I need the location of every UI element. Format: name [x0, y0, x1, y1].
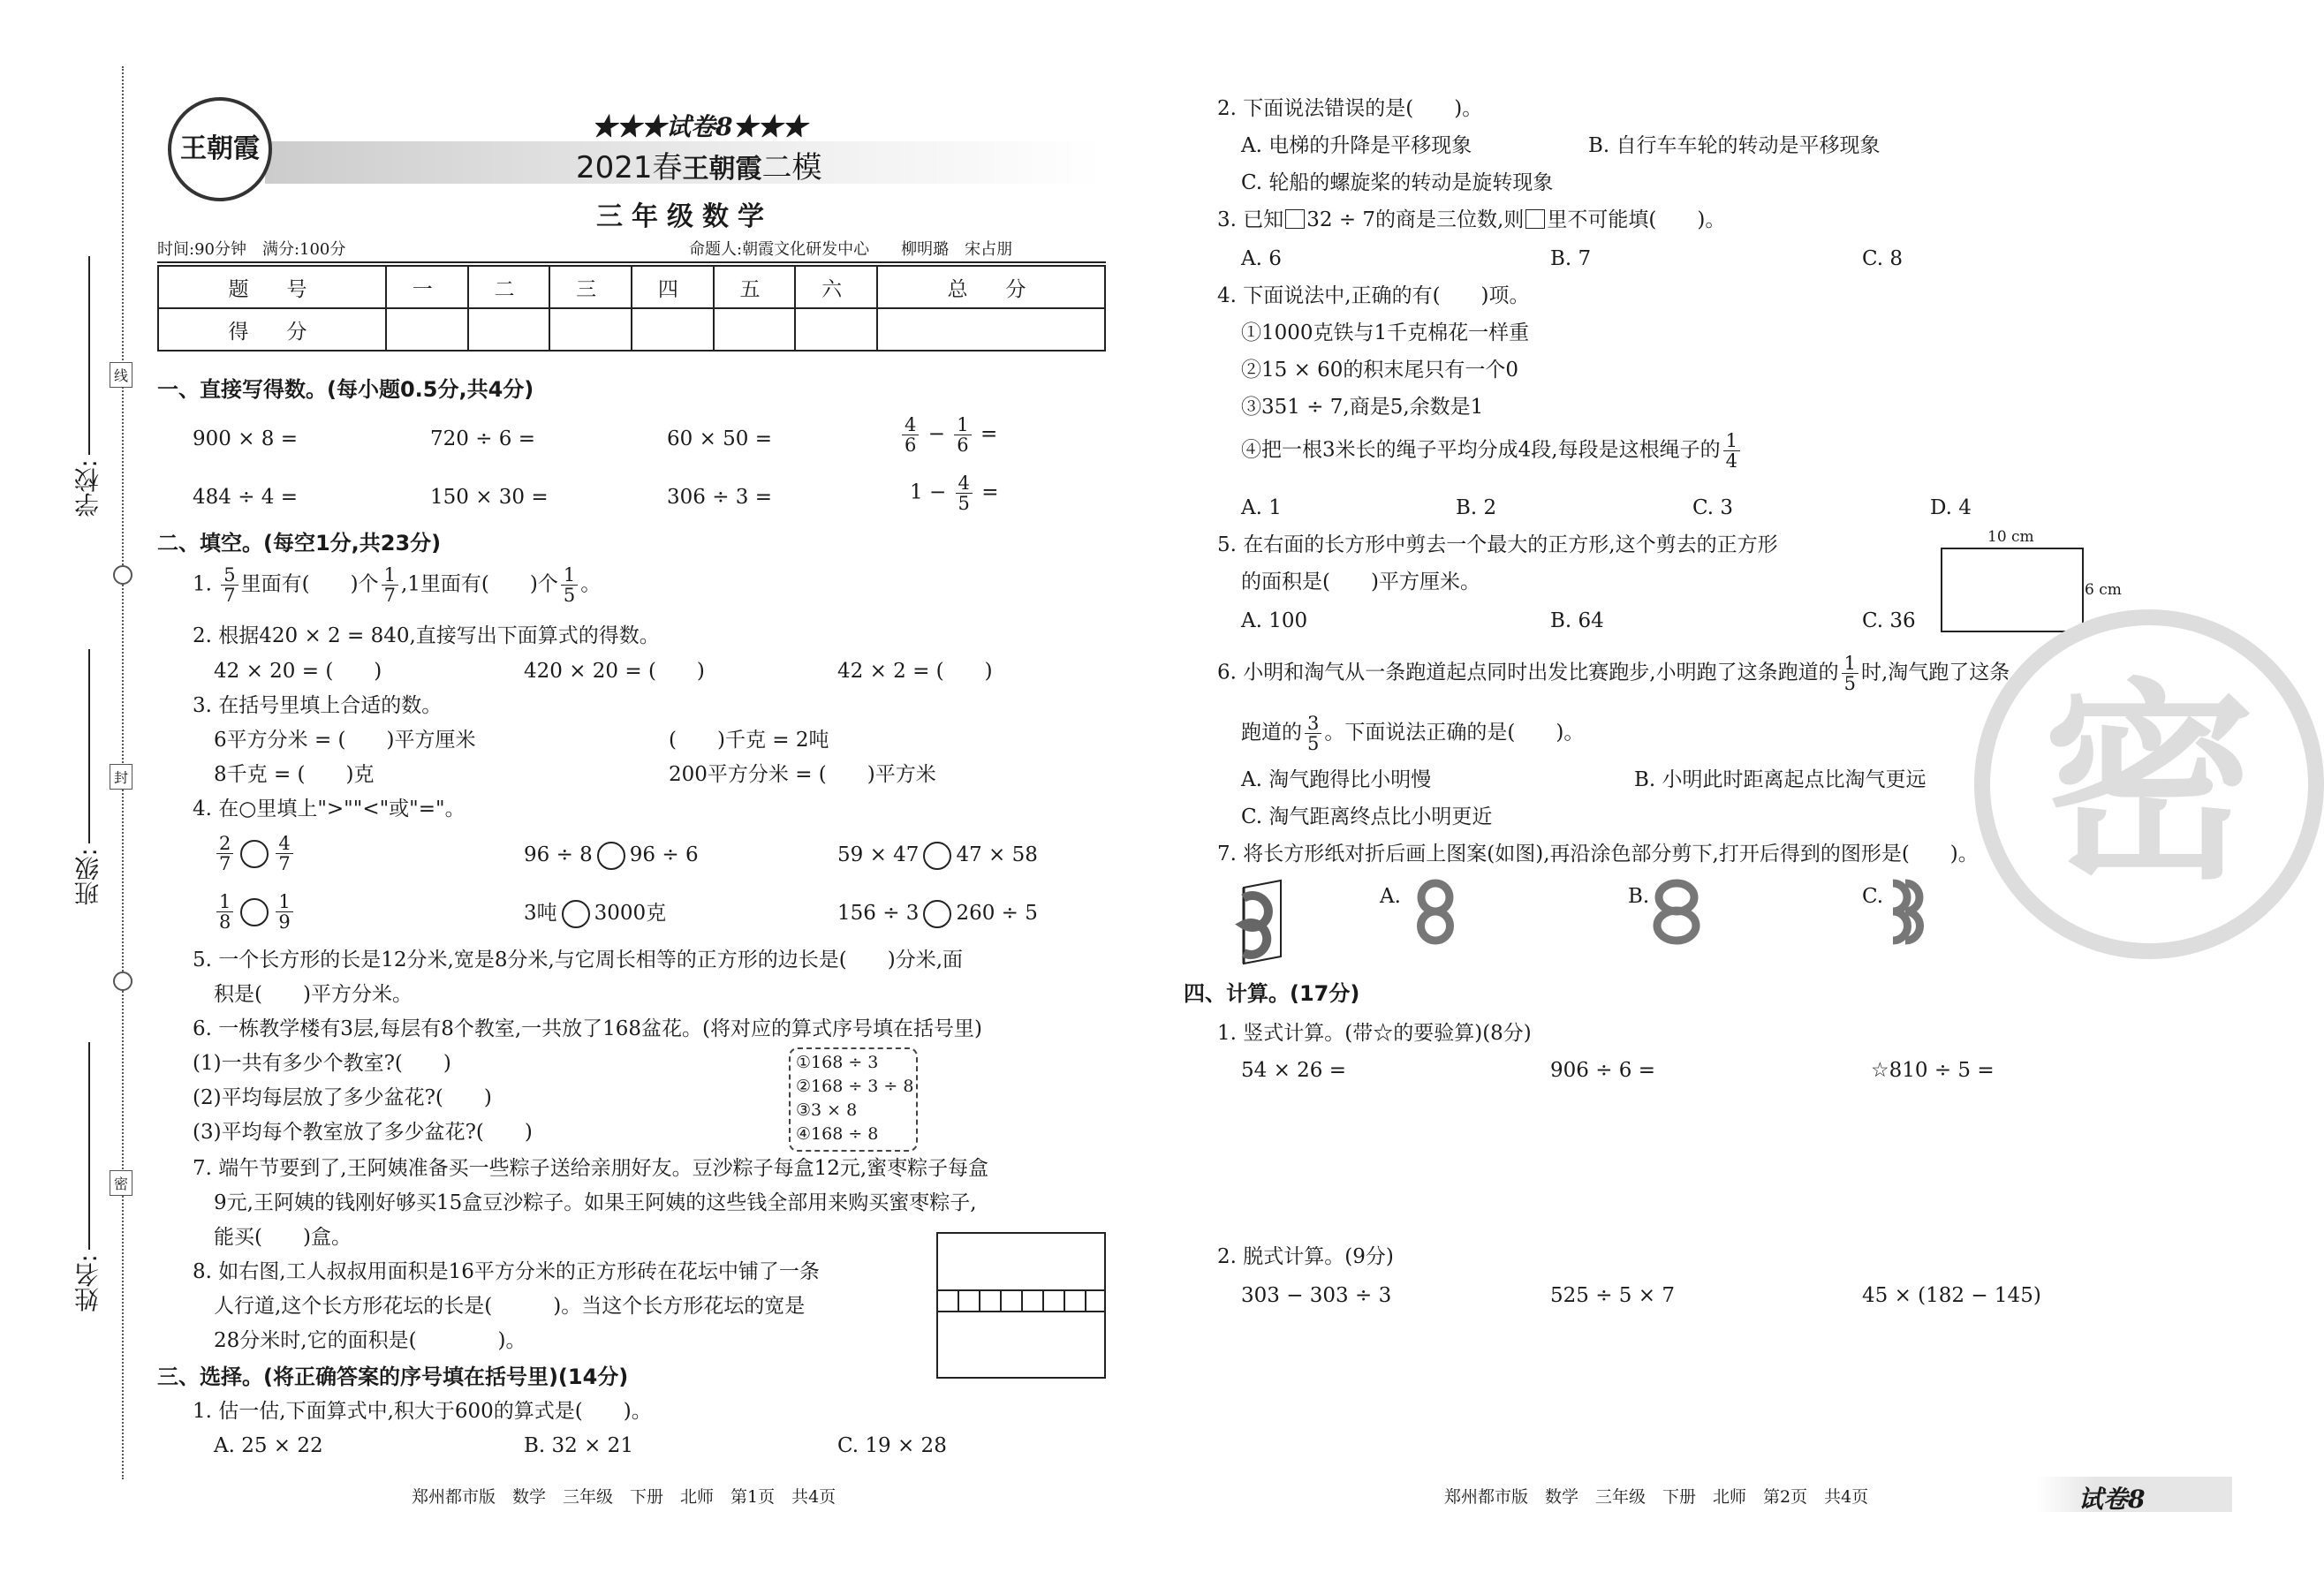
s2-q1: 1. $\frac{5}{7}$ 里面有( )个 $\frac{1}{7}$ ,1里面有( )个 $\frac{1}{5}$ 。: [193, 564, 602, 606]
s2-q2-item: 42 × 2 = ( ): [837, 660, 993, 683]
s3-q6-cont: 跑道的 $\frac{3}{5}$ 。下面说法正确的是( )。: [1241, 713, 1585, 754]
binding-hole-1: [113, 565, 132, 585]
s2-q6-item: (2)平均每层放了多少盆花?( ): [193, 1086, 492, 1109]
s4-q2: 2. 脱式计算。(9分): [1217, 1245, 1394, 1268]
watermark-char: 密: [2042, 661, 2255, 908]
s3-q6-option[interactable]: A. 淘气跑得比小明慢: [1241, 768, 1432, 791]
author-info: [689, 240, 1012, 260]
logo-text: 王朝霞: [180, 133, 260, 164]
flowerbed-figure: [936, 1232, 1106, 1379]
s1-item: 60 × 50 =: [667, 427, 773, 450]
s2-q4-compare: 59 × 47 47 × 58: [837, 842, 1038, 870]
s3-q3: 3. 已知 32 ÷ 7的商是三位数,则 里不可能填( )。: [1217, 208, 1726, 231]
s2-q4-compare: $\frac{1}{8}$ $\frac{1}{9}$: [214, 892, 296, 932]
s3-q2-option[interactable]: A. 电梯的升降是平移现象: [1241, 134, 1472, 157]
watermark-seal: [1974, 609, 2324, 959]
footer-left: 郑州都市版 数学 三年级 下册 北师 第1页 共4页: [412, 1487, 836, 1507]
s3-q5: 5. 在右面的长方形中剪去一个最大的正方形,这个剪去的正方形: [1217, 533, 1778, 556]
compare-circle[interactable]: [923, 900, 951, 928]
s3-q4: 4. 下面说法中,正确的有( )项。: [1217, 284, 1530, 307]
class-label: 班级:: [73, 848, 102, 906]
header-rule: [157, 261, 1106, 263]
s3-q4-option[interactable]: D. 4: [1930, 496, 1972, 519]
compare-circle[interactable]: [562, 900, 590, 928]
binding-mark-feng: 封: [110, 764, 132, 790]
s2-q3-item: 8千克 = ( )克: [214, 763, 375, 786]
section-2-heading: 二、填空。(每空1分,共23分): [157, 531, 442, 556]
fraction: $\frac{4}{5}$: [956, 473, 973, 513]
s3-q4-statement: ④把一根3米长的绳子平均分成4段,每段是这根绳子的 $\frac{1}{4}$: [1241, 431, 1743, 471]
s3-q3-option[interactable]: C. 8: [1862, 247, 1904, 270]
s4-q1-item: ☆810 ÷ 5 =: [1871, 1059, 1995, 1082]
s3-q4-statement: ③351 ÷ 7,商是5,余数是1: [1241, 396, 1484, 419]
section-4-heading: 四、计算。(17分): [1184, 981, 1360, 1006]
score-cell: 一: [386, 266, 468, 308]
rectangle-width-label: 10 cm: [1987, 528, 2034, 546]
school-label: 学校:: [73, 459, 102, 518]
s1-frac-item: $\frac{4}{6}$ − $\frac{1}{6}$ =: [899, 415, 997, 455]
s2-q6-options-box: [789, 1047, 918, 1152]
section-1-heading: 一、直接写得数。(每小题0.5分,共4分): [157, 377, 534, 402]
time-info: [157, 240, 345, 260]
s2-q7: 7. 端午节要到了,王阿姨准备买一些粽子送给亲朋好友。豆沙粽子每盒12元,蜜枣粽子每盒: [193, 1157, 989, 1180]
school-line: [88, 256, 90, 455]
option-b-shape[interactable]: [1650, 879, 1703, 945]
s2-q4-compare: 3吨 3000克: [524, 900, 666, 928]
score-input-cell[interactable]: [877, 308, 1105, 351]
s2-q5-cont: 积是( )平方分米。: [214, 983, 413, 1006]
s4-q1: 1. 竖式计算。(带☆的要验算)(8分): [1217, 1022, 1532, 1045]
s3-q7-option-label[interactable]: B.: [1628, 885, 1650, 908]
score-cell: 得 分: [158, 308, 386, 351]
compare-circle[interactable]: [597, 842, 625, 870]
s3-q5-option[interactable]: B. 64: [1550, 609, 1604, 632]
folded-paper-figure: [1237, 879, 1293, 967]
s2-q5: 5. 一个长方形的长是12分米,宽是8分米,与它周长相等的正方形的边长是( )分米,面: [193, 949, 964, 971]
class-line: [88, 649, 90, 843]
exam-title: [576, 143, 822, 186]
compare-circle[interactable]: [240, 898, 269, 926]
s3-q1-option[interactable]: B. 32 × 21: [524, 1434, 633, 1457]
s2-q3-item: ( )千克 = 2吨: [669, 729, 829, 752]
name-label: 姓名:: [73, 1254, 102, 1312]
option-formula: ①168 ÷ 3: [796, 1053, 879, 1072]
s1-item: 900 × 8 =: [193, 427, 299, 450]
s2-q3: 3. 在括号里填上合适的数。: [193, 694, 443, 717]
score-cell: 题 号: [158, 266, 386, 308]
s3-q4-option[interactable]: A. 1: [1241, 496, 1282, 519]
s1-item: 720 ÷ 6 =: [430, 427, 536, 450]
s2-q4-compare: $\frac{2}{7}$ $\frac{4}{7}$: [214, 834, 296, 873]
s3-q5-option[interactable]: C. 36: [1862, 609, 1916, 632]
s2-q2-item: 42 × 20 = ( ): [214, 660, 382, 683]
section-3-heading: 三、选择。(将正确答案的序号填在括号里)(14分): [157, 1365, 629, 1389]
s3-q4-option[interactable]: B. 2: [1456, 496, 1497, 519]
score-input-cell[interactable]: [795, 308, 877, 351]
s3-q4-statement: ①1000克铁与1千克棉花一样重: [1241, 321, 1530, 344]
option-formula: ③3 × 8: [796, 1100, 858, 1120]
exam-subtitle: 三年级数学: [596, 201, 773, 232]
title-year: 2021春: [576, 150, 683, 185]
footer-tag-text: 试卷8: [2078, 1485, 2146, 1514]
score-input-cell[interactable]: [632, 308, 714, 351]
compare-circle[interactable]: [923, 842, 951, 870]
s2-q6-item: (1)一共有多少个教室?( ): [193, 1052, 451, 1075]
rectangle-figure: [1941, 548, 2084, 632]
s3-q4-statement: ②15 × 60的积末尾只有一个0: [1241, 359, 1519, 382]
s2-q3-item: 6平方分米 = ( )平方厘米: [214, 729, 476, 752]
s2-q3-item: 200平方分米 = ( )平方米: [669, 763, 936, 786]
s3-q7-option-label[interactable]: A.: [1380, 885, 1401, 908]
option-a-shape[interactable]: [1404, 879, 1466, 945]
fraction: $\frac{4}{6}$: [902, 415, 919, 455]
option-formula: ②168 ÷ 3 ÷ 8: [796, 1077, 914, 1096]
score-input-cell[interactable]: [468, 308, 550, 351]
s2-q8-cont: 人行道,这个长方形花坛的长是( )。当这个长方形花坛的宽是: [214, 1295, 806, 1318]
binding-mark-xian: 线: [110, 362, 132, 388]
score-cell: 六: [795, 266, 877, 308]
score-cell: 二: [468, 266, 550, 308]
score-cell: 四: [632, 266, 714, 308]
s3-q5-cont: 的面积是( )平方厘米。: [1241, 571, 1480, 593]
s3-q1-option[interactable]: A. 25 × 22: [214, 1434, 323, 1457]
score-input-cell[interactable]: [386, 308, 468, 351]
s3-q1-option[interactable]: C. 19 × 28: [837, 1434, 947, 1457]
s3-q6-option[interactable]: C. 淘气距离终点比小明更近: [1241, 805, 1493, 828]
title-suffix: 二模: [761, 150, 822, 185]
blank-square: [1525, 209, 1545, 229]
s3-q2-option[interactable]: B. 自行车车轮的转动是平移现象: [1588, 134, 1881, 157]
compare-circle[interactable]: [240, 840, 269, 868]
rectangle-height-label: 6 cm: [2085, 581, 2122, 599]
fraction: $\frac{1}{6}$: [954, 415, 971, 455]
s3-q3-option[interactable]: A. 6: [1241, 247, 1282, 270]
score-cell: 三: [549, 266, 632, 308]
s3-q2: 2. 下面说法错误的是( )。: [1217, 97, 1483, 120]
s2-q4-compare: 96 ÷ 8 96 ÷ 6: [524, 842, 699, 870]
s4-q2-item: 525 ÷ 5 × 7: [1550, 1284, 1675, 1307]
s3-q7-option-label[interactable]: C.: [1862, 885, 1884, 908]
s2-q6-item: (3)平均每个教室放了多少盆花?( ): [193, 1121, 533, 1144]
option-c-shape[interactable]: [1886, 879, 1939, 945]
s3-q6: 6. 小明和淘气从一条跑道起点同时出发比赛跑步,小明跑了这条跑道的 $\frac{1}{5}$ 时,淘气跑了这条: [1217, 653, 2010, 694]
s1-item: 306 ÷ 3 =: [667, 486, 773, 509]
footer-tag: [2036, 1477, 2232, 1512]
s4-q1-item: 906 ÷ 6 =: [1550, 1059, 1656, 1082]
s3-q1: 1. 估一估,下面算式中,积大于600的算式是( )。: [193, 1400, 652, 1423]
author: 命题人:朝霞文化研发中心: [689, 240, 870, 259]
s4-q2-item: 303 − 303 ÷ 3: [1241, 1284, 1392, 1307]
score-input-cell[interactable]: [549, 308, 632, 351]
score-input-cell[interactable]: [714, 308, 796, 351]
title-brand: 王朝霞: [682, 154, 762, 185]
s1-item: 150 × 30 =: [430, 486, 549, 509]
score-table-header-row: [158, 266, 1105, 308]
s2-q2-item: 420 × 20 = ( ): [524, 660, 705, 683]
s4-q2-item: 45 × (182 − 145): [1862, 1284, 2041, 1307]
name-line: [88, 1042, 90, 1250]
s2-q8: 8. 如右图,工人叔叔用面积是16平方分米的正方形砖在花坛中铺了一条: [193, 1260, 820, 1283]
s4-q1-item: 54 × 26 =: [1241, 1059, 1347, 1082]
s2-q4: 4. 在○里填上">""<"或"="。: [193, 798, 466, 820]
s2-q2: 2. 根据420 × 2 = 840,直接写出下面算式的得数。: [193, 624, 660, 647]
s3-q5-option[interactable]: A. 100: [1241, 609, 1308, 632]
s3-q2-option[interactable]: C. 轮船的螺旋桨的转动是旋转现象: [1241, 171, 1554, 194]
score-table: [157, 265, 1106, 352]
s1-item: 484 ÷ 4 =: [193, 486, 299, 509]
s3-q3-option[interactable]: B. 7: [1550, 247, 1592, 270]
series-label: ★★★试卷8★★★: [592, 112, 807, 141]
score-cell: 五: [714, 266, 796, 308]
s2-q6: 6. 一栋教学楼有3层,每层有8个教室,一共放了168盆花。(将对应的算式序号填在括号里): [193, 1017, 982, 1040]
time-limit: 时间:90分钟: [157, 240, 246, 259]
header-logo: [168, 97, 272, 201]
s3-q4-option[interactable]: C. 3: [1692, 496, 1734, 519]
s2-q7-cont: 9元,王阿姨的钱刚好够买15盒豆沙粽子。如果王阿姨的这些钱全部用来购买蜜枣粽子,: [214, 1191, 977, 1214]
s1-frac-item: 1 − $\frac{4}{5}$ =: [910, 472, 999, 514]
s3-q6-option[interactable]: B. 小明此时距离起点比淘气更远: [1634, 768, 1927, 791]
full-score: 满分:100分: [261, 240, 346, 259]
s2-q7-cont: 能买( )盒。: [214, 1226, 352, 1249]
blank-square: [1285, 209, 1305, 229]
s3-q7: 7. 将长方形纸对折后画上图案(如图),再沿涂色部分剪下,打开后得到的图形是( )。: [1217, 843, 1979, 866]
s2-q4-compare: 156 ÷ 3 260 ÷ 5: [837, 900, 1038, 928]
footer-right: 郑州都市版 数学 三年级 下册 北师 第2页 共4页: [1444, 1487, 1869, 1507]
option-formula: ④168 ÷ 8: [796, 1124, 879, 1144]
score-table-score-row: [158, 308, 1105, 351]
score-cell: 总 分: [877, 266, 1105, 308]
binding-mark-mi: 密: [110, 1170, 132, 1196]
binding-hole-2: [113, 971, 132, 991]
s2-q8-cont: 28分米时,它的面积是( )。: [214, 1329, 526, 1352]
author-names: 柳明璐 宋占朋: [901, 240, 1013, 259]
